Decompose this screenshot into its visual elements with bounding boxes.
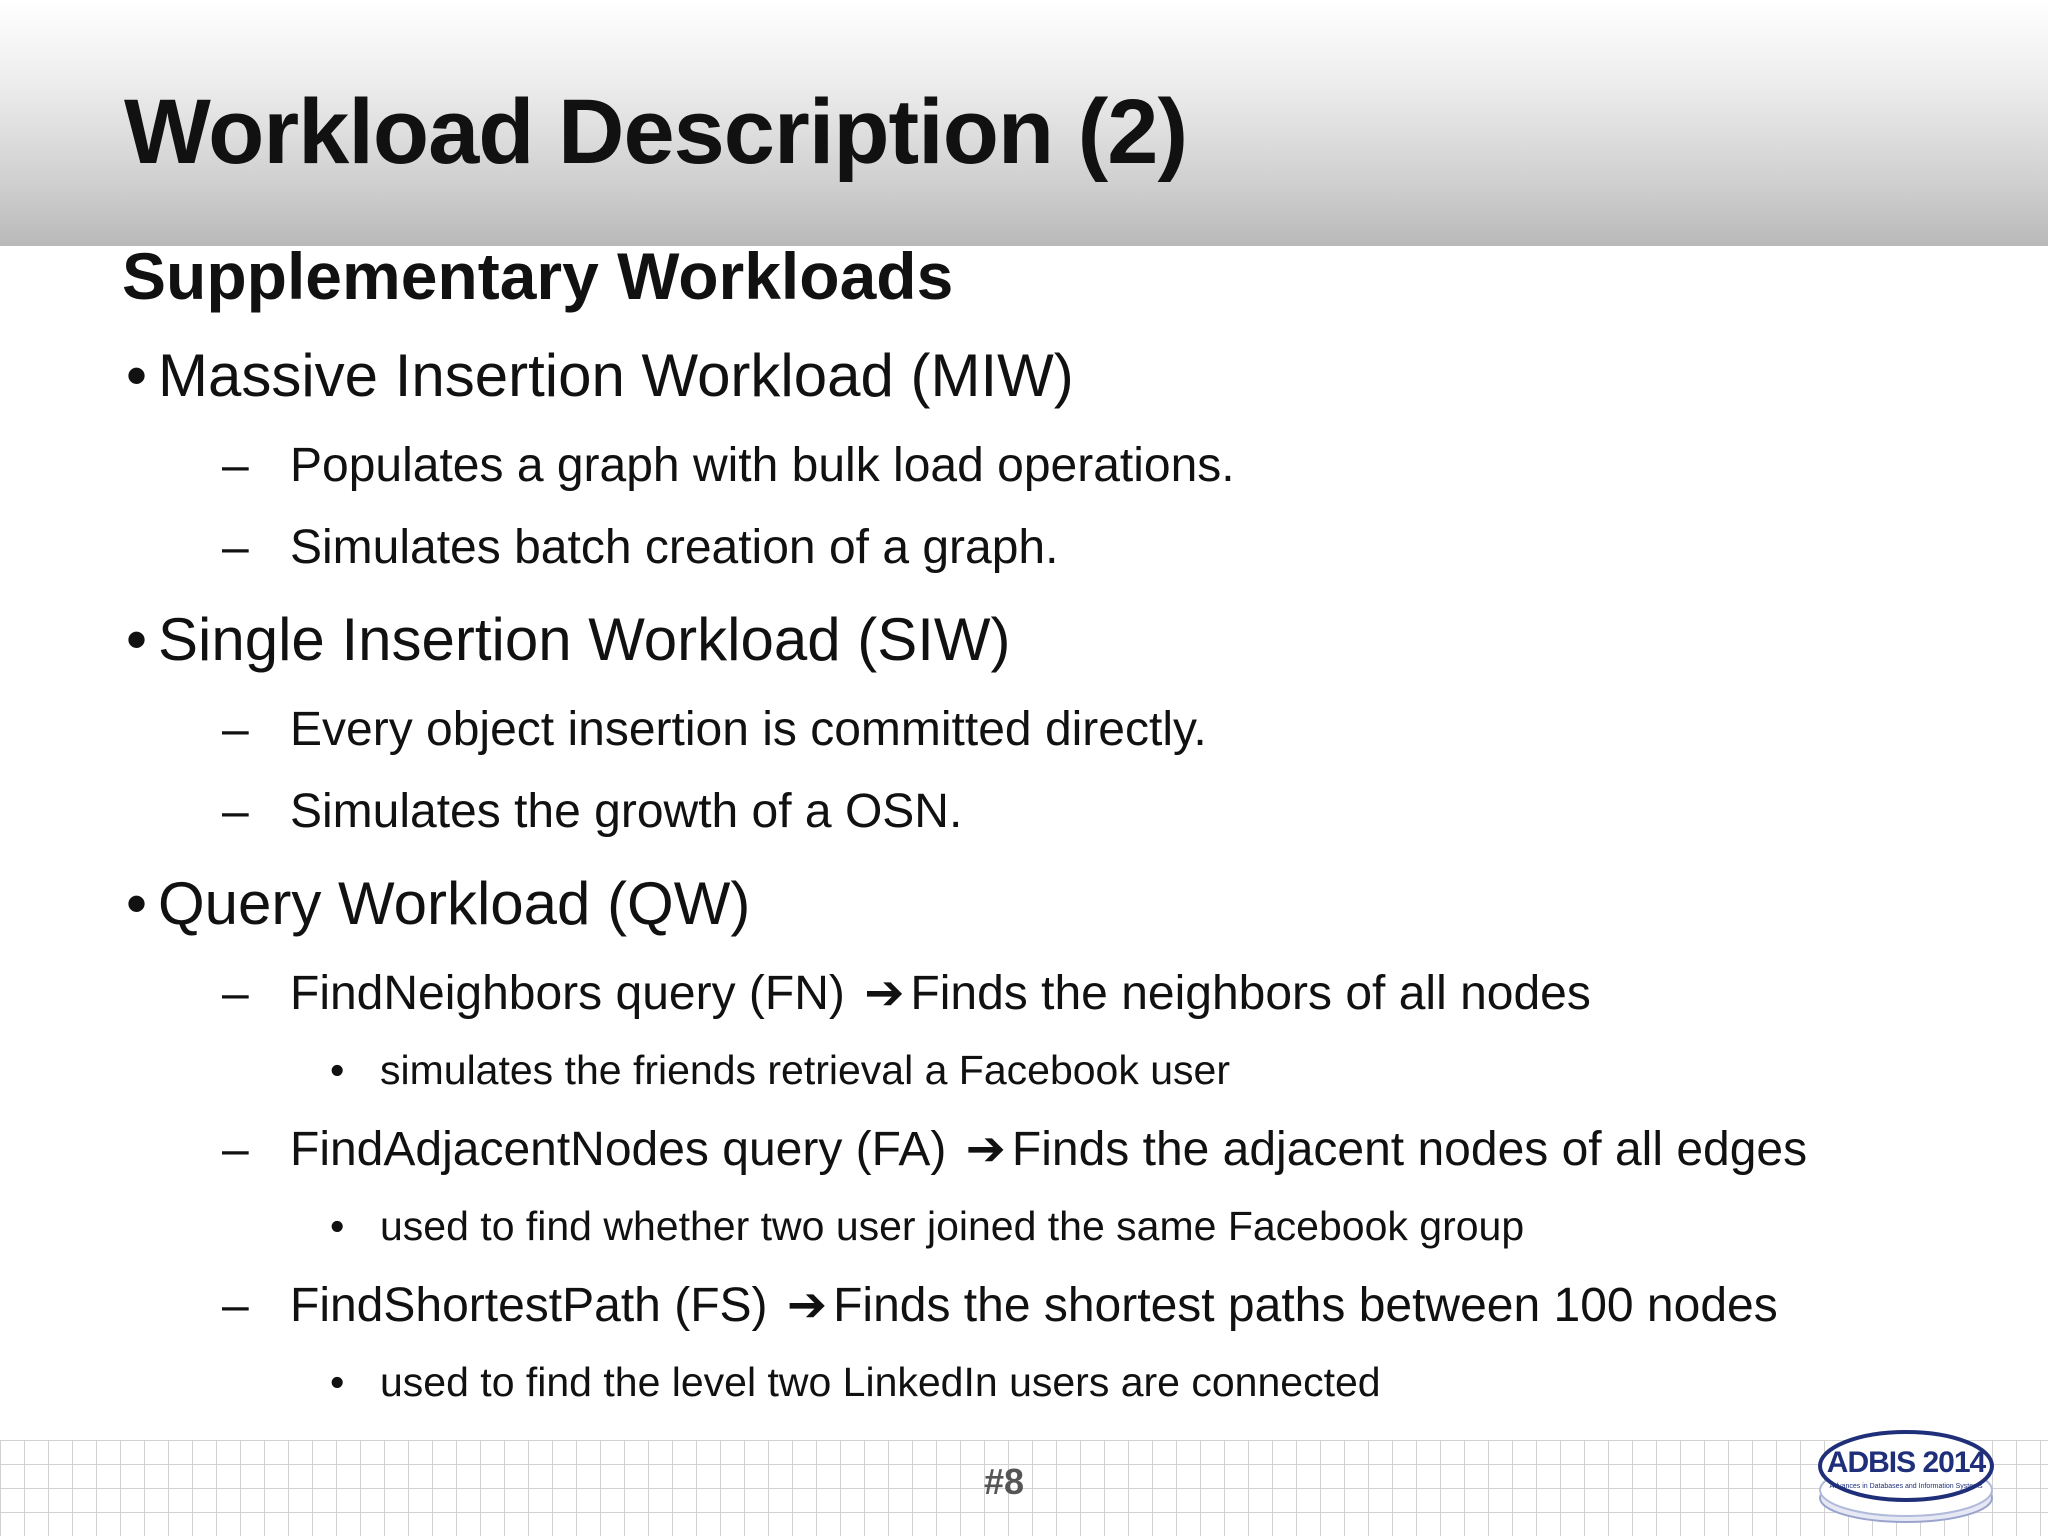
sub-bullet-text: Simulates the growth of a OSN. — [290, 785, 963, 838]
dash-glyph: – — [222, 1123, 249, 1176]
arrow-right-icon: ➔ — [786, 1279, 828, 1332]
arrow-right-icon: ➔ — [864, 967, 905, 1020]
dash-glyph: – — [222, 785, 249, 838]
query-note — [330, 1044, 1230, 1096]
sub-bullet-text: Every object insertion is committed directly. — [290, 703, 1207, 756]
query-fa — [222, 1120, 1807, 1180]
dash-glyph: – — [222, 439, 249, 492]
query-fn — [222, 964, 1591, 1024]
sub-bullet — [222, 700, 1207, 760]
query-name: FindAdjacentNodes query (FA) — [290, 1123, 947, 1176]
dot-glyph: • — [330, 1047, 345, 1093]
query-note — [330, 1200, 1524, 1252]
logo-tagline: Advances in Databases and Information Systems — [1829, 1483, 1983, 1490]
query-name: FindShortestPath (FS) — [290, 1279, 768, 1332]
sub-bullet — [222, 436, 1235, 496]
bullet-siw — [126, 604, 1011, 676]
dash-glyph: – — [222, 967, 249, 1020]
bullet-glyph: • — [126, 606, 148, 673]
query-description: Finds the shortest paths between 100 nodes — [833, 1279, 1778, 1332]
bullet-label: Single Insertion Workload (SIW) — [158, 606, 1011, 673]
query-description: Finds the adjacent nodes of all edges — [1011, 1123, 1808, 1176]
bullet-qw — [126, 868, 750, 940]
slide-subtitle: Supplementary Workloads — [122, 239, 954, 313]
bullet-label: Query Workload (QW) — [158, 870, 751, 937]
query-note-text: used to find whether two user joined the same Facebook group — [380, 1203, 1525, 1249]
slide-title: Workload Description (2) — [124, 81, 1188, 183]
query-description: Finds the neighbors of all nodes — [910, 967, 1591, 1020]
dot-glyph: • — [330, 1359, 345, 1405]
query-fs — [222, 1276, 1778, 1336]
query-note-text: simulates the friends retrieval a Facebook user — [380, 1047, 1231, 1093]
dot-glyph: • — [330, 1203, 345, 1249]
sub-bullet — [222, 518, 1058, 578]
arrow-right-icon: ➔ — [965, 1123, 1006, 1176]
bullet-glyph: • — [126, 342, 148, 409]
sub-bullet-text: Populates a graph with bulk load operations. — [290, 439, 1235, 492]
dash-glyph: – — [222, 1279, 249, 1332]
query-note — [330, 1356, 1381, 1408]
bullet-label: Massive Insertion Workload (MIW) — [158, 342, 1074, 409]
dash-glyph: – — [222, 703, 249, 756]
bullet-miw — [126, 340, 1074, 412]
query-note-text: used to find the level two LinkedIn users are connected — [380, 1359, 1381, 1405]
logo-text: ADBIS 2014 — [1826, 1446, 1986, 1479]
sub-bullet-text: Simulates batch creation of a graph. — [290, 521, 1059, 574]
bullet-glyph: • — [126, 870, 148, 937]
sub-bullet — [222, 782, 962, 842]
dash-glyph: – — [222, 521, 249, 574]
query-name: FindNeighbors query (FN) — [290, 967, 845, 1020]
page-number: #8 — [984, 1461, 1025, 1502]
